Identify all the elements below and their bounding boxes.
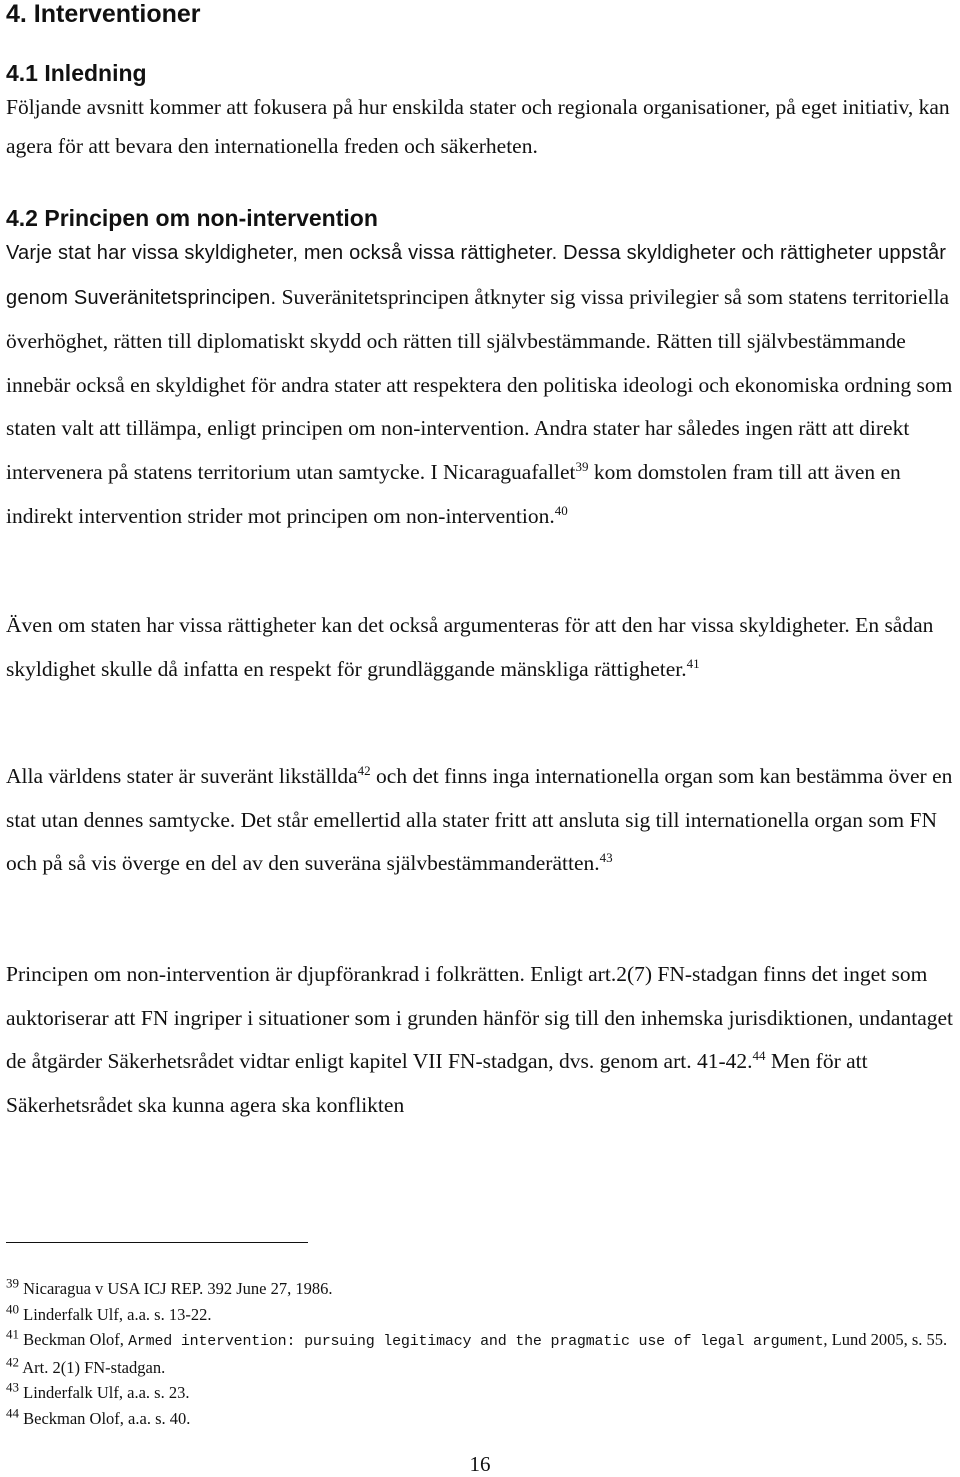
chapter-title: 4. Interventioner <box>6 0 201 28</box>
footnote-number: 41 <box>6 1326 19 1342</box>
paragraph-1-text-end: kom domstolen fram till att även en indirekt intervention strider mot principen om non-intervention. <box>6 459 901 528</box>
footnote-43 <box>6 1380 956 1406</box>
paragraph-4 <box>6 953 956 1127</box>
paragraph-2-text: Även om staten har vissa rättigheter kan det också argumenteras för att den har vissa skyldigheter. En sådan skyldighet skulle då infatta en respekt för grundläggande mänskliga rättigheter. <box>6 613 934 681</box>
footnote-ref-40[interactable]: 40 <box>554 502 568 518</box>
paragraph-1-sans-part-1: Varje stat har vissa skyldigheter, men också vissa rättigheter. <box>6 242 558 264</box>
footnote-ref-43[interactable]: 43 <box>599 850 613 866</box>
footnote-ref-41[interactable]: 41 <box>686 655 700 671</box>
footnote-text: Beckman Olof, <box>23 1330 129 1349</box>
footnote-39 <box>6 1276 956 1302</box>
footnote-number: 43 <box>6 1379 19 1395</box>
paragraph-1-sans-part-2: Dessa skyldigheter och rättigheter uppstår genom Suveränitetsprincipen. <box>6 242 947 309</box>
paragraph-1-text: Suveränitetsprincipen åtknyter sig vissa privilegier så som statens territoriella överhöghet, rätten till diplomatiskt skydd och rätten till självbestämmande. Rätten till självbestämmande innebär också en skyldighet för andra stater att respektera den politiska ideologi och ekonomiska ordning som staten valt att tillämpa, enligt principen om non-intervention. Andra stater har således ingen rätt att direkt intervenera på statens territorium utan samtycke. I Nicaraguafallet <box>6 284 953 484</box>
footnote-text: Art. 2(1) FN-stadgan. <box>22 1357 166 1377</box>
footnote-44 <box>6 1406 956 1432</box>
paragraph-3-text-end: och det finns inga internationella organ som kan bestämma över en stat utan dennes samtycke. Det står emellertid alla stater fritt att ansluta sig till internationella organ som FN och på så vis överge en del av den suveräna självbestämmanderätten. <box>6 764 953 876</box>
footnote-text: Linderfalk Ulf, a.a. s. 23. <box>23 1383 190 1402</box>
footnote-42 <box>6 1355 956 1381</box>
paragraph-2 <box>6 604 956 691</box>
footnote-40 <box>6 1302 956 1328</box>
footnote-separator <box>6 1242 308 1243</box>
paragraph-4-text-end: Men för att Säkerhetsrådet ska kunna agera ska konflikten <box>6 1049 868 1117</box>
inledning-paragraph: Följande avsnitt kommer att fokusera på hur enskilda stater och regionala organisationer, på eget initiativ, kan agera för att bevara den internationella freden och säkerheten. <box>6 95 950 158</box>
footnote-number: 42 <box>6 1354 19 1369</box>
footnote-book-title: Armed intervention: pursuing legitimacy and the pragmatic use of legal argument <box>128 1333 824 1350</box>
footnote-number: 40 <box>6 1301 19 1316</box>
footnote-ref-39[interactable]: 39 <box>575 458 589 474</box>
section-title-inledning: 4.1 Inledning <box>6 60 147 86</box>
paragraph-4-text: Principen om non-intervention är djupförankrad i folkrätten. Enligt art.2(7) FN-stadgan finns det inget som auktoriserar att FN ingriper i situationer som i grunden hänför sig till den inhemska jurisdiktionen, undantaget de åtgärder Säkerhetsrådet vidtar enligt kapitel VII FN-stadgan, dvs. genom art. 41-42. <box>6 962 953 1074</box>
footnotes <box>6 1276 956 1431</box>
page-number: 16 <box>469 1452 491 1476</box>
footnote-text: Linderfalk Ulf, a.a. s. 13-22. <box>23 1304 212 1324</box>
footnote-number: 44 <box>6 1405 19 1420</box>
section-title-non-intervention: 4.2 Principen om non-intervention <box>6 205 378 231</box>
paragraph-3 <box>6 755 956 886</box>
footnote-text: Beckman Olof, a.a. s. 40. <box>23 1408 191 1428</box>
paragraph-1 <box>6 231 956 538</box>
footnote-ref-42[interactable]: 42 <box>357 762 371 778</box>
footnote-ref-44[interactable]: 44 <box>752 1048 766 1064</box>
footnote-text: Nicaragua v USA ICJ REP. 392 June 27, 1986. <box>23 1279 333 1298</box>
paragraph-3-text: Alla världens stater är suveränt likställda <box>6 764 358 788</box>
footnote-41 <box>6 1327 956 1355</box>
footnote-text: , Lund 2005, s. 55. <box>823 1330 948 1349</box>
footnote-number: 39 <box>6 1275 19 1291</box>
